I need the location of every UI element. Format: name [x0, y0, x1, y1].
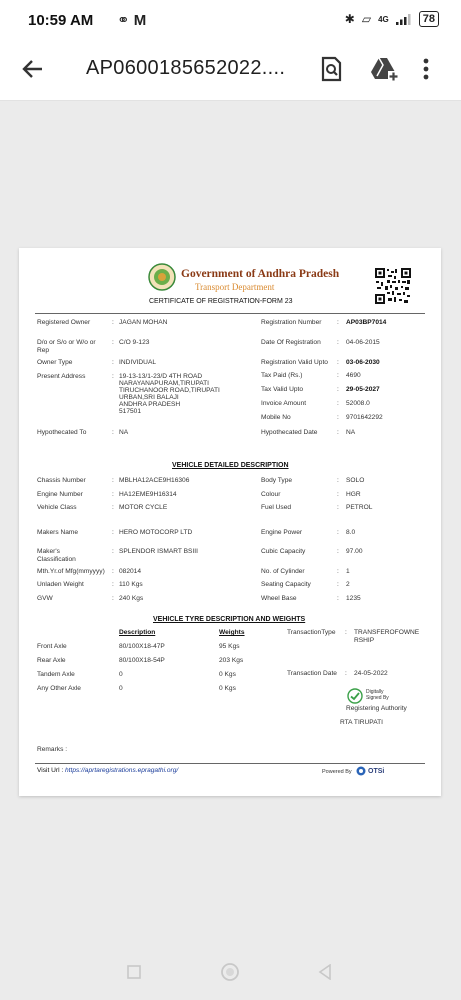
label-registration-valid-upto: Registration Valid Upto	[261, 359, 328, 366]
vehicle-section-title: VEHICLE DETAILED DESCRIPTION	[172, 462, 289, 469]
document-page	[19, 248, 441, 796]
colon: :	[337, 400, 339, 407]
header-subtitle: Transport Department	[195, 282, 275, 292]
value-month-year-mfg: 082014	[119, 568, 142, 575]
value-wheel-base: 1235	[346, 595, 361, 602]
label-gvw: GVW	[37, 595, 53, 602]
value-makers-classification: SPLENDOR ISMART BSIII	[119, 548, 198, 555]
tyre-description: 0	[119, 685, 123, 692]
colon: :	[337, 414, 339, 421]
colon: :	[112, 581, 114, 588]
headphones-icon: ⚭	[117, 12, 130, 29]
value-engine-power: 8.0	[346, 529, 356, 536]
qr-code	[375, 268, 411, 304]
tyre-description: 80/100X18-47P	[119, 643, 165, 650]
rta-office: RTA TIRUPATI	[340, 719, 383, 726]
tyre-header-weights: Weights	[219, 629, 245, 636]
label-transaction-type: TransactionType	[287, 629, 336, 636]
digitally-signed-check-icon	[347, 688, 363, 704]
ap-emblem-icon	[148, 263, 176, 291]
colon: :	[337, 477, 339, 484]
colon: :	[337, 581, 339, 588]
colon: :	[112, 504, 114, 511]
more-options-icon[interactable]	[420, 54, 432, 84]
header-divider	[35, 313, 425, 314]
tyre-description: 80/100X18-54P	[119, 657, 165, 664]
tyre-weight: 0 Kgs	[219, 671, 236, 678]
value-date-of-registration: 04-06-2015	[346, 339, 380, 346]
value-transaction-type: TRANSFEROFOWNE RSHIP	[354, 629, 420, 644]
tyre-weight: 0 Kgs	[219, 685, 236, 692]
value-engine-number: HA12EME9H16314	[119, 491, 177, 498]
value-invoice-amount: 52008.0	[346, 400, 370, 407]
label-chassis-number: Chassis Number	[37, 477, 86, 484]
tyre-description: 0	[119, 671, 123, 678]
colon: :	[112, 568, 114, 575]
mail-icon: M	[133, 12, 147, 29]
label-hypothecated-to: Hypothecated To	[37, 429, 87, 436]
colon: :	[337, 529, 339, 536]
status-time: 10:59 AM	[28, 12, 94, 29]
value-registered-owner: JAGAN MOHAN	[119, 319, 168, 326]
value-mobile-no: 9701642292	[346, 414, 383, 421]
value-gvw: 240 Kgs	[119, 595, 144, 602]
form-title: CERTIFICATE OF REGISTRATION-FORM 23	[149, 298, 293, 305]
label-cubic-capacity: Cubic Capacity	[261, 548, 306, 555]
label-present-address: Present Address	[37, 373, 86, 380]
value-registration-valid-upto: 03-06-2030	[346, 359, 380, 366]
registering-authority: Registering Authority	[346, 705, 407, 712]
colon: :	[112, 595, 114, 602]
label-invoice-amount: Invoice Amount	[261, 400, 307, 407]
value-vehicle-class: MOTOR CYCLE	[119, 504, 168, 511]
colon: :	[112, 319, 114, 326]
value-fuel-used: PETROL	[346, 504, 373, 511]
colon: :	[345, 670, 347, 677]
recents-icon[interactable]	[127, 965, 141, 979]
label-engine-power: Engine Power	[261, 529, 303, 536]
visit-url-link[interactable]: https://aprtaregistrations.epragathi.org/	[65, 767, 179, 774]
battery-icon: 78	[419, 11, 439, 27]
label-relation: D/o or S/o or W/o or Rep	[37, 339, 96, 354]
tyre-weight: 95 Kgs	[219, 643, 240, 650]
tyre-header-description: Description	[119, 629, 156, 636]
navigation-bar	[0, 940, 461, 1000]
document-title: AP0600185652022....	[86, 57, 286, 79]
colon: :	[337, 339, 339, 346]
value-chassis-number: MBLHA12ACE9H16306	[119, 477, 190, 484]
value-tax-paid: 4690	[346, 372, 361, 379]
back-nav-icon[interactable]	[318, 964, 332, 980]
label-unladen-weight: Unladen Weight	[37, 581, 84, 588]
tyre-axle: Any Other Axle	[37, 685, 81, 692]
colon: :	[337, 372, 339, 379]
value-registration-number: AP03BP7014	[346, 319, 387, 326]
label-engine-number: Engine Number	[37, 491, 83, 498]
label-month-year-mfg: Mth.Yr.of Mfg(mmyyyy)	[37, 568, 105, 575]
colon: :	[112, 339, 114, 346]
value-present-address: 19-13-13/1-23/D 4TH ROAD NARAYANAPURAM,TIRUPATI TIRUCHANOOR ROAD,TIRUPATI URBAN,SRI BALAJI ANDHRA PRADESH 517501	[119, 373, 220, 415]
label-no-of-cylinder: No. of Cylinder	[261, 568, 305, 575]
colon: :	[112, 373, 114, 380]
colon: :	[337, 568, 339, 575]
remarks-label: Remarks :	[37, 746, 68, 753]
colon: :	[345, 629, 347, 636]
value-unladen-weight: 110 Kgs	[119, 581, 143, 588]
value-colour: HGR	[346, 491, 361, 498]
value-no-of-cylinder: 1	[346, 568, 350, 575]
colon: :	[112, 359, 114, 366]
value-owner-type: INDIVIDUAL	[119, 359, 157, 366]
label-vehicle-class: Vehicle Class	[37, 504, 77, 511]
value-transaction-date: 24-05-2022	[354, 670, 388, 677]
label-registration-number: Registration Number	[261, 319, 322, 326]
label-tax-valid-upto: Tax Valid Upto	[261, 386, 304, 393]
colon: :	[337, 359, 339, 366]
vibrate-icon: ▱	[361, 12, 372, 26]
label-date-of-registration: Date Of Registration	[261, 339, 321, 346]
colon: :	[337, 504, 339, 511]
signed-line-1: Digitally	[366, 689, 384, 695]
label-colour: Colour	[261, 491, 281, 498]
colon: :	[112, 491, 114, 498]
colon: :	[112, 548, 114, 555]
visit-url-label: Visit Url :	[37, 767, 64, 774]
value-body-type: SOLO	[346, 477, 365, 484]
colon: :	[337, 548, 339, 555]
label-body-type: Body Type	[261, 477, 293, 484]
label-transaction-date: Transaction Date	[287, 670, 337, 677]
status-notification-icons	[117, 11, 146, 29]
colon: :	[337, 319, 339, 326]
add-to-drive-icon[interactable]	[369, 54, 399, 84]
label-makers-name: Makers Name	[37, 529, 79, 536]
colon: :	[337, 491, 339, 498]
signed-line-2: Signed By	[366, 695, 389, 701]
otsi-logo-icon	[356, 766, 366, 776]
label-registered-owner: Registered Owner	[37, 319, 91, 326]
label-mobile-no: Mobile No	[261, 414, 291, 421]
value-hypothecated-date: NA	[346, 429, 356, 436]
label-fuel-used: Fuel Used	[261, 504, 292, 511]
status-right	[345, 11, 439, 27]
label-tax-paid: Tax Paid (Rs.)	[261, 372, 303, 379]
otsi-logo-text: OTSi	[368, 768, 385, 775]
powered-by-label: Powered By	[322, 769, 352, 775]
label-owner-type: Owner Type	[37, 359, 73, 366]
colon: :	[337, 429, 339, 436]
header-title: Government of Andhra Pradesh	[181, 268, 340, 280]
colon: :	[112, 477, 114, 484]
value-seating-capacity: 2	[346, 581, 350, 588]
colon: :	[112, 429, 114, 436]
status-bar	[0, 0, 461, 42]
signal-icon	[396, 13, 412, 25]
value-cubic-capacity: 97.00	[346, 548, 363, 555]
label-wheel-base: Wheel Base	[261, 595, 297, 602]
bluetooth-icon: ✱	[344, 12, 355, 26]
tyre-section-title: VEHICLE TYRE DESCRIPTION AND WEIGHTS	[153, 616, 306, 623]
label-makers-classification: Maker's Classification	[37, 548, 76, 563]
search-document-icon[interactable]	[316, 54, 346, 84]
value-hypothecated-to: NA	[119, 429, 129, 436]
network-type: 4G	[378, 14, 389, 24]
home-icon[interactable]	[220, 962, 240, 982]
label-seating-capacity: Seating Capacity	[261, 581, 311, 588]
value-relation: C/O 9-123	[119, 339, 150, 346]
value-makers-name: HERO MOTOCORP LTD	[119, 529, 193, 536]
tyre-weight: 203 Kgs	[219, 657, 244, 664]
back-arrow-icon[interactable]	[18, 54, 48, 84]
colon: :	[337, 595, 339, 602]
colon: :	[337, 386, 339, 393]
colon: :	[112, 529, 114, 536]
tyre-axle: Front Axle	[37, 643, 67, 650]
value-tax-valid-upto: 29-05-2027	[346, 386, 380, 393]
footer-divider	[35, 763, 425, 764]
tyre-axle: Tandem Axle	[37, 671, 75, 678]
label-hypothecated-date: Hypothecated Date	[261, 429, 318, 436]
app-bar	[0, 42, 461, 101]
tyre-axle: Rear Axle	[37, 657, 66, 664]
